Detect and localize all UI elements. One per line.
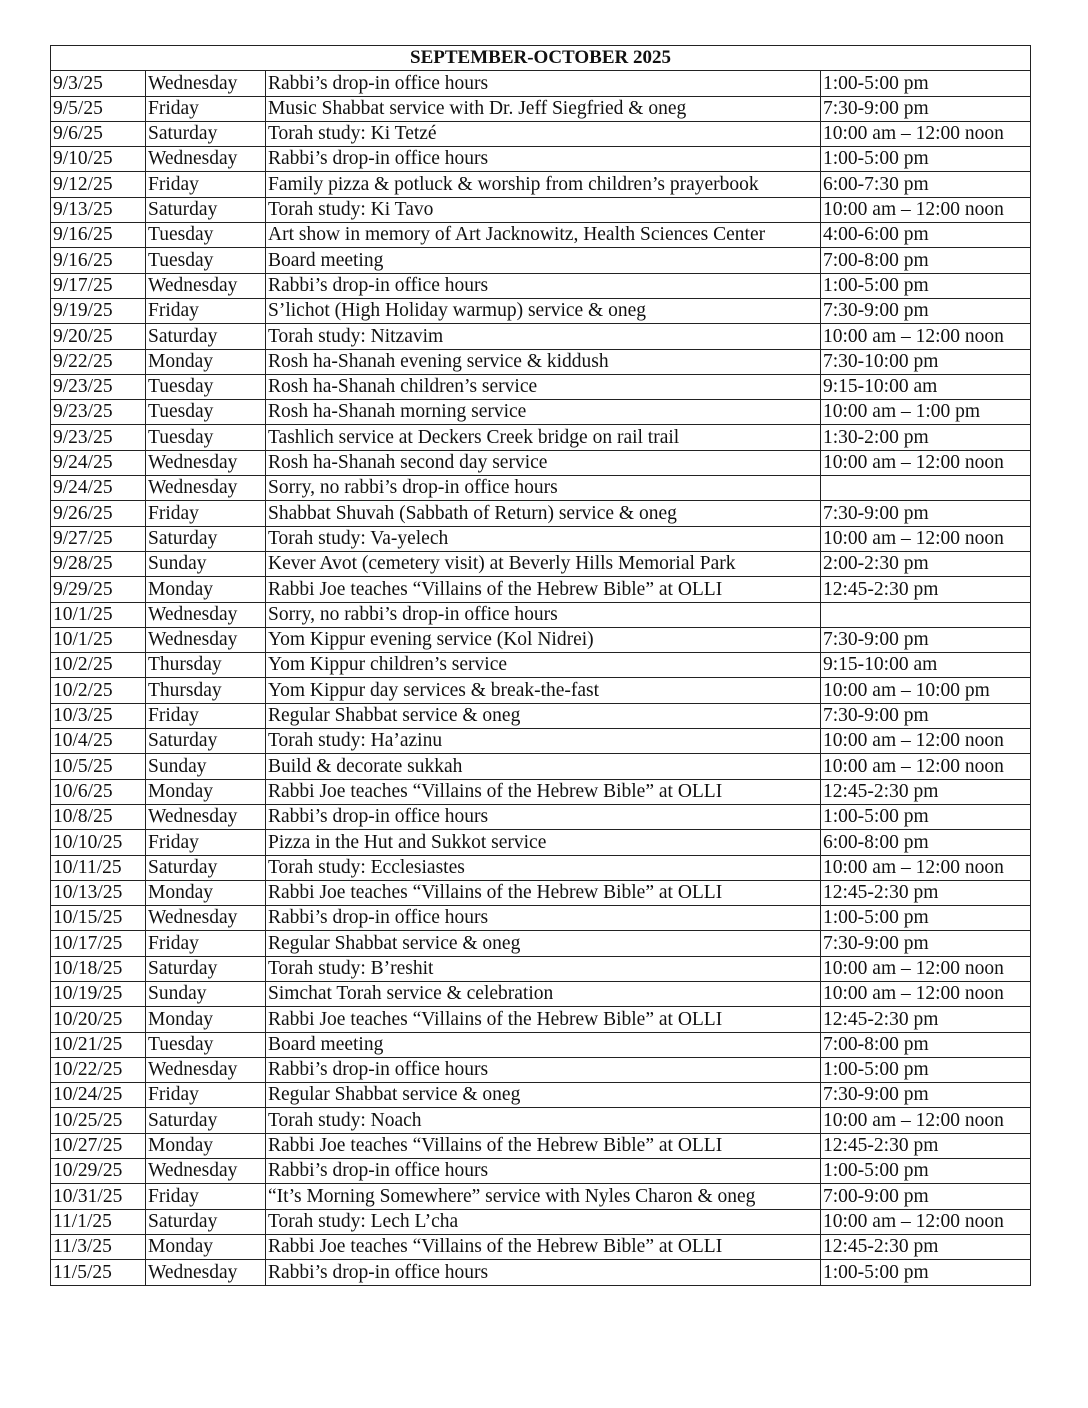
event-time: 7:30-9:00 pm <box>821 703 1031 728</box>
event-time: 1:00-5:00 pm <box>821 1260 1031 1285</box>
event-date: 11/5/25 <box>51 1260 146 1285</box>
event-day: Monday <box>146 779 266 804</box>
event-day: Sunday <box>146 754 266 779</box>
event-name: Family pizza & potluck & worship from children’s prayerbook <box>266 172 821 197</box>
event-date: 11/3/25 <box>51 1234 146 1259</box>
event-day: Saturday <box>146 729 266 754</box>
table-row <box>51 779 1031 804</box>
event-date: 10/3/25 <box>51 703 146 728</box>
table-row <box>51 349 1031 374</box>
event-date: 9/12/25 <box>51 172 146 197</box>
event-name: Yom Kippur children’s service <box>266 653 821 678</box>
event-name: Yom Kippur evening service (Kol Nidrei) <box>266 627 821 652</box>
table-row <box>51 880 1031 905</box>
event-name: Rosh ha-Shanah morning service <box>266 400 821 425</box>
event-date: 9/13/25 <box>51 197 146 222</box>
event-day: Monday <box>146 349 266 374</box>
event-day: Tuesday <box>146 400 266 425</box>
event-day: Wednesday <box>146 906 266 931</box>
table-row <box>51 627 1031 652</box>
event-name: Rabbi Joe teaches “Villains of the Hebrew Bible” at OLLI <box>266 1133 821 1158</box>
event-day: Wednesday <box>146 1260 266 1285</box>
table-row <box>51 400 1031 425</box>
table-row <box>51 273 1031 298</box>
event-time: 7:00-9:00 pm <box>821 1184 1031 1209</box>
table-row <box>51 830 1031 855</box>
event-name: Torah study: Noach <box>266 1108 821 1133</box>
event-time: 7:30-9:00 pm <box>821 931 1031 956</box>
event-date: 10/18/25 <box>51 956 146 981</box>
event-day: Monday <box>146 1007 266 1032</box>
event-name: Torah study: Lech L’cha <box>266 1209 821 1234</box>
event-day: Saturday <box>146 956 266 981</box>
table-row <box>51 248 1031 273</box>
event-name: Torah study: Va-yelech <box>266 526 821 551</box>
schedule-table <box>50 45 1031 1286</box>
event-day: Wednesday <box>146 450 266 475</box>
event-day: Wednesday <box>146 1159 266 1184</box>
table-row <box>51 956 1031 981</box>
event-time: 1:00-5:00 pm <box>821 71 1031 96</box>
event-date: 9/24/25 <box>51 450 146 475</box>
event-date: 9/19/25 <box>51 298 146 323</box>
event-date: 9/5/25 <box>51 96 146 121</box>
event-date: 9/23/25 <box>51 400 146 425</box>
event-time: 10:00 am – 12:00 noon <box>821 855 1031 880</box>
table-row <box>51 1057 1031 1082</box>
schedule-body <box>51 71 1031 1285</box>
table-row <box>51 551 1031 576</box>
event-time: 7:00-8:00 pm <box>821 248 1031 273</box>
event-date: 9/17/25 <box>51 273 146 298</box>
event-day: Tuesday <box>146 425 266 450</box>
table-row <box>51 1083 1031 1108</box>
event-day: Wednesday <box>146 476 266 501</box>
table-row <box>51 981 1031 1006</box>
table-row <box>51 602 1031 627</box>
event-name: Yom Kippur day services & break-the-fast <box>266 678 821 703</box>
event-time: 1:00-5:00 pm <box>821 1057 1031 1082</box>
event-name: Torah study: Nitzavim <box>266 324 821 349</box>
event-day: Tuesday <box>146 374 266 399</box>
event-time: 6:00-8:00 pm <box>821 830 1031 855</box>
event-time: 1:00-5:00 pm <box>821 1159 1031 1184</box>
table-row <box>51 855 1031 880</box>
event-time: 10:00 am – 10:00 pm <box>821 678 1031 703</box>
event-day: Wednesday <box>146 627 266 652</box>
event-date: 10/1/25 <box>51 627 146 652</box>
table-row <box>51 197 1031 222</box>
event-time: 7:30-9:00 pm <box>821 96 1031 121</box>
event-time: 10:00 am – 12:00 noon <box>821 1209 1031 1234</box>
event-time: 10:00 am – 12:00 noon <box>821 754 1031 779</box>
event-name: Rabbi Joe teaches “Villains of the Hebrew Bible” at OLLI <box>266 1007 821 1032</box>
table-row <box>51 121 1031 146</box>
event-time: 10:00 am – 12:00 noon <box>821 324 1031 349</box>
event-day: Thursday <box>146 653 266 678</box>
event-name: Music Shabbat service with Dr. Jeff Siegfried & oneg <box>266 96 821 121</box>
event-name: Tashlich service at Deckers Creek bridge on rail trail <box>266 425 821 450</box>
table-row <box>51 526 1031 551</box>
event-time: 10:00 am – 12:00 noon <box>821 729 1031 754</box>
event-time: 12:45-2:30 pm <box>821 577 1031 602</box>
event-date: 10/6/25 <box>51 779 146 804</box>
event-date: 9/23/25 <box>51 425 146 450</box>
event-name: Regular Shabbat service & oneg <box>266 1083 821 1108</box>
event-day: Friday <box>146 703 266 728</box>
event-date: 9/3/25 <box>51 71 146 96</box>
event-time: 7:30-9:00 pm <box>821 298 1031 323</box>
table-row <box>51 577 1031 602</box>
event-day: Saturday <box>146 1209 266 1234</box>
event-time: 7:30-9:00 pm <box>821 501 1031 526</box>
event-day: Wednesday <box>146 273 266 298</box>
event-date: 9/22/25 <box>51 349 146 374</box>
event-time: 9:15-10:00 am <box>821 653 1031 678</box>
event-day: Saturday <box>146 121 266 146</box>
table-row <box>51 1159 1031 1184</box>
event-name: Rabbi Joe teaches “Villains of the Hebrew Bible” at OLLI <box>266 779 821 804</box>
event-name: “It’s Morning Somewhere” service with Nyles Charon & oneg <box>266 1184 821 1209</box>
event-name: Board meeting <box>266 248 821 273</box>
event-name: Rosh ha-Shanah evening service & kiddush <box>266 349 821 374</box>
event-date: 9/20/25 <box>51 324 146 349</box>
event-time: 10:00 am – 12:00 noon <box>821 1108 1031 1133</box>
event-time: 10:00 am – 12:00 noon <box>821 956 1031 981</box>
event-time: 1:30-2:00 pm <box>821 425 1031 450</box>
event-time <box>821 476 1031 501</box>
event-day: Friday <box>146 1184 266 1209</box>
event-name: Sorry, no rabbi’s drop-in office hours <box>266 602 821 627</box>
table-row <box>51 1234 1031 1259</box>
event-name: Sorry, no rabbi’s drop-in office hours <box>266 476 821 501</box>
event-name: Board meeting <box>266 1032 821 1057</box>
event-date: 9/10/25 <box>51 147 146 172</box>
event-day: Wednesday <box>146 147 266 172</box>
event-time: 1:00-5:00 pm <box>821 804 1031 829</box>
event-day: Friday <box>146 298 266 323</box>
event-time: 1:00-5:00 pm <box>821 273 1031 298</box>
event-time: 10:00 am – 12:00 noon <box>821 121 1031 146</box>
event-date: 10/27/25 <box>51 1133 146 1158</box>
event-date: 10/20/25 <box>51 1007 146 1032</box>
event-date: 10/1/25 <box>51 602 146 627</box>
event-time: 12:45-2:30 pm <box>821 1234 1031 1259</box>
table-row <box>51 324 1031 349</box>
table-row <box>51 1108 1031 1133</box>
event-day: Wednesday <box>146 804 266 829</box>
event-name: Torah study: Ki Tavo <box>266 197 821 222</box>
table-row <box>51 298 1031 323</box>
event-day: Monday <box>146 577 266 602</box>
table-row <box>51 1184 1031 1209</box>
event-name: Torah study: Ecclesiastes <box>266 855 821 880</box>
event-day: Saturday <box>146 526 266 551</box>
event-name: Art show in memory of Art Jacknowitz, Health Sciences Center <box>266 223 821 248</box>
event-day: Wednesday <box>146 1057 266 1082</box>
table-row <box>51 1209 1031 1234</box>
event-day: Friday <box>146 501 266 526</box>
table-row <box>51 931 1031 956</box>
event-day: Saturday <box>146 855 266 880</box>
table-row <box>51 172 1031 197</box>
event-day: Wednesday <box>146 71 266 96</box>
event-date: 11/1/25 <box>51 1209 146 1234</box>
event-date: 10/11/25 <box>51 855 146 880</box>
event-date: 9/29/25 <box>51 577 146 602</box>
event-name: Rabbi’s drop-in office hours <box>266 804 821 829</box>
event-time: 10:00 am – 12:00 noon <box>821 526 1031 551</box>
event-date: 9/24/25 <box>51 476 146 501</box>
table-row <box>51 729 1031 754</box>
table-row <box>51 450 1031 475</box>
event-day: Monday <box>146 880 266 905</box>
event-date: 9/26/25 <box>51 501 146 526</box>
table-row <box>51 71 1031 96</box>
event-date: 10/22/25 <box>51 1057 146 1082</box>
table-row <box>51 147 1031 172</box>
event-date: 10/24/25 <box>51 1083 146 1108</box>
event-date: 9/28/25 <box>51 551 146 576</box>
event-time: 12:45-2:30 pm <box>821 880 1031 905</box>
event-time: 4:00-6:00 pm <box>821 223 1031 248</box>
event-name: Rabbi Joe teaches “Villains of the Hebrew Bible” at OLLI <box>266 1234 821 1259</box>
event-date: 9/23/25 <box>51 374 146 399</box>
event-name: Pizza in the Hut and Sukkot service <box>266 830 821 855</box>
event-date: 10/8/25 <box>51 804 146 829</box>
event-name: Rabbi’s drop-in office hours <box>266 71 821 96</box>
event-name: S’lichot (High Holiday warmup) service & oneg <box>266 298 821 323</box>
event-name: Torah study: Ha’azinu <box>266 729 821 754</box>
table-row <box>51 906 1031 931</box>
event-name: Rabbi’s drop-in office hours <box>266 147 821 172</box>
event-name: Rabbi’s drop-in office hours <box>266 273 821 298</box>
event-name: Rosh ha-Shanah children’s service <box>266 374 821 399</box>
event-day: Saturday <box>146 1108 266 1133</box>
event-time: 7:30-10:00 pm <box>821 349 1031 374</box>
table-row <box>51 96 1031 121</box>
event-date: 10/2/25 <box>51 678 146 703</box>
event-time: 10:00 am – 1:00 pm <box>821 400 1031 425</box>
table-row <box>51 1133 1031 1158</box>
event-day: Friday <box>146 96 266 121</box>
table-row <box>51 703 1031 728</box>
title-row <box>51 46 1031 71</box>
event-day: Tuesday <box>146 1032 266 1057</box>
event-day: Friday <box>146 830 266 855</box>
event-name: Rabbi’s drop-in office hours <box>266 1260 821 1285</box>
table-row <box>51 425 1031 450</box>
event-day: Tuesday <box>146 248 266 273</box>
event-time: 1:00-5:00 pm <box>821 147 1031 172</box>
event-date: 10/31/25 <box>51 1184 146 1209</box>
event-time: 10:00 am – 12:00 noon <box>821 197 1031 222</box>
event-day: Wednesday <box>146 602 266 627</box>
event-date: 9/16/25 <box>51 248 146 273</box>
event-day: Sunday <box>146 551 266 576</box>
event-name: Shabbat Shuvah (Sabbath of Return) service & oneg <box>266 501 821 526</box>
event-date: 10/15/25 <box>51 906 146 931</box>
event-day: Friday <box>146 931 266 956</box>
event-name: Torah study: Ki Tetzé <box>266 121 821 146</box>
event-day: Thursday <box>146 678 266 703</box>
table-row <box>51 678 1031 703</box>
event-time: 7:30-9:00 pm <box>821 1083 1031 1108</box>
event-name: Rabbi’s drop-in office hours <box>266 1057 821 1082</box>
event-date: 10/4/25 <box>51 729 146 754</box>
event-name: Torah study: B’reshit <box>266 956 821 981</box>
table-row <box>51 1032 1031 1057</box>
event-name: Simchat Torah service & celebration <box>266 981 821 1006</box>
table-row <box>51 653 1031 678</box>
event-name: Build & decorate sukkah <box>266 754 821 779</box>
event-day: Monday <box>146 1133 266 1158</box>
event-date: 10/21/25 <box>51 1032 146 1057</box>
event-time: 1:00-5:00 pm <box>821 906 1031 931</box>
table-row <box>51 754 1031 779</box>
event-date: 10/10/25 <box>51 830 146 855</box>
table-row <box>51 476 1031 501</box>
table-row <box>51 1007 1031 1032</box>
event-date: 10/2/25 <box>51 653 146 678</box>
event-time: 10:00 am – 12:00 noon <box>821 450 1031 475</box>
event-time: 6:00-7:30 pm <box>821 172 1031 197</box>
table-title: SEPTEMBER-OCTOBER 2025 <box>51 46 1031 71</box>
event-name: Rabbi’s drop-in office hours <box>266 906 821 931</box>
event-day: Tuesday <box>146 223 266 248</box>
event-day: Saturday <box>146 197 266 222</box>
table-row <box>51 223 1031 248</box>
event-time: 9:15-10:00 am <box>821 374 1031 399</box>
event-date: 9/16/25 <box>51 223 146 248</box>
event-date: 10/29/25 <box>51 1159 146 1184</box>
event-day: Sunday <box>146 981 266 1006</box>
event-time: 2:00-2:30 pm <box>821 551 1031 576</box>
event-name: Rosh ha-Shanah second day service <box>266 450 821 475</box>
event-date: 9/27/25 <box>51 526 146 551</box>
event-time: 10:00 am – 12:00 noon <box>821 981 1031 1006</box>
event-name: Rabbi’s drop-in office hours <box>266 1159 821 1184</box>
event-date: 10/17/25 <box>51 931 146 956</box>
event-name: Kever Avot (cemetery visit) at Beverly Hills Memorial Park <box>266 551 821 576</box>
event-day: Friday <box>146 1083 266 1108</box>
event-date: 10/5/25 <box>51 754 146 779</box>
event-date: 10/25/25 <box>51 1108 146 1133</box>
event-time: 7:30-9:00 pm <box>821 627 1031 652</box>
table-row <box>51 374 1031 399</box>
event-date: 10/19/25 <box>51 981 146 1006</box>
table-row <box>51 1260 1031 1285</box>
event-time: 12:45-2:30 pm <box>821 779 1031 804</box>
event-name: Regular Shabbat service & oneg <box>266 931 821 956</box>
event-day: Friday <box>146 172 266 197</box>
event-time: 12:45-2:30 pm <box>821 1007 1031 1032</box>
event-time: 12:45-2:30 pm <box>821 1133 1031 1158</box>
event-date: 9/6/25 <box>51 121 146 146</box>
event-date: 10/13/25 <box>51 880 146 905</box>
event-name: Rabbi Joe teaches “Villains of the Hebrew Bible” at OLLI <box>266 577 821 602</box>
event-day: Saturday <box>146 324 266 349</box>
event-day: Monday <box>146 1234 266 1259</box>
event-name: Rabbi Joe teaches “Villains of the Hebrew Bible” at OLLI <box>266 880 821 905</box>
table-row <box>51 501 1031 526</box>
event-time <box>821 602 1031 627</box>
event-name: Regular Shabbat service & oneg <box>266 703 821 728</box>
table-row <box>51 804 1031 829</box>
event-time: 7:00-8:00 pm <box>821 1032 1031 1057</box>
